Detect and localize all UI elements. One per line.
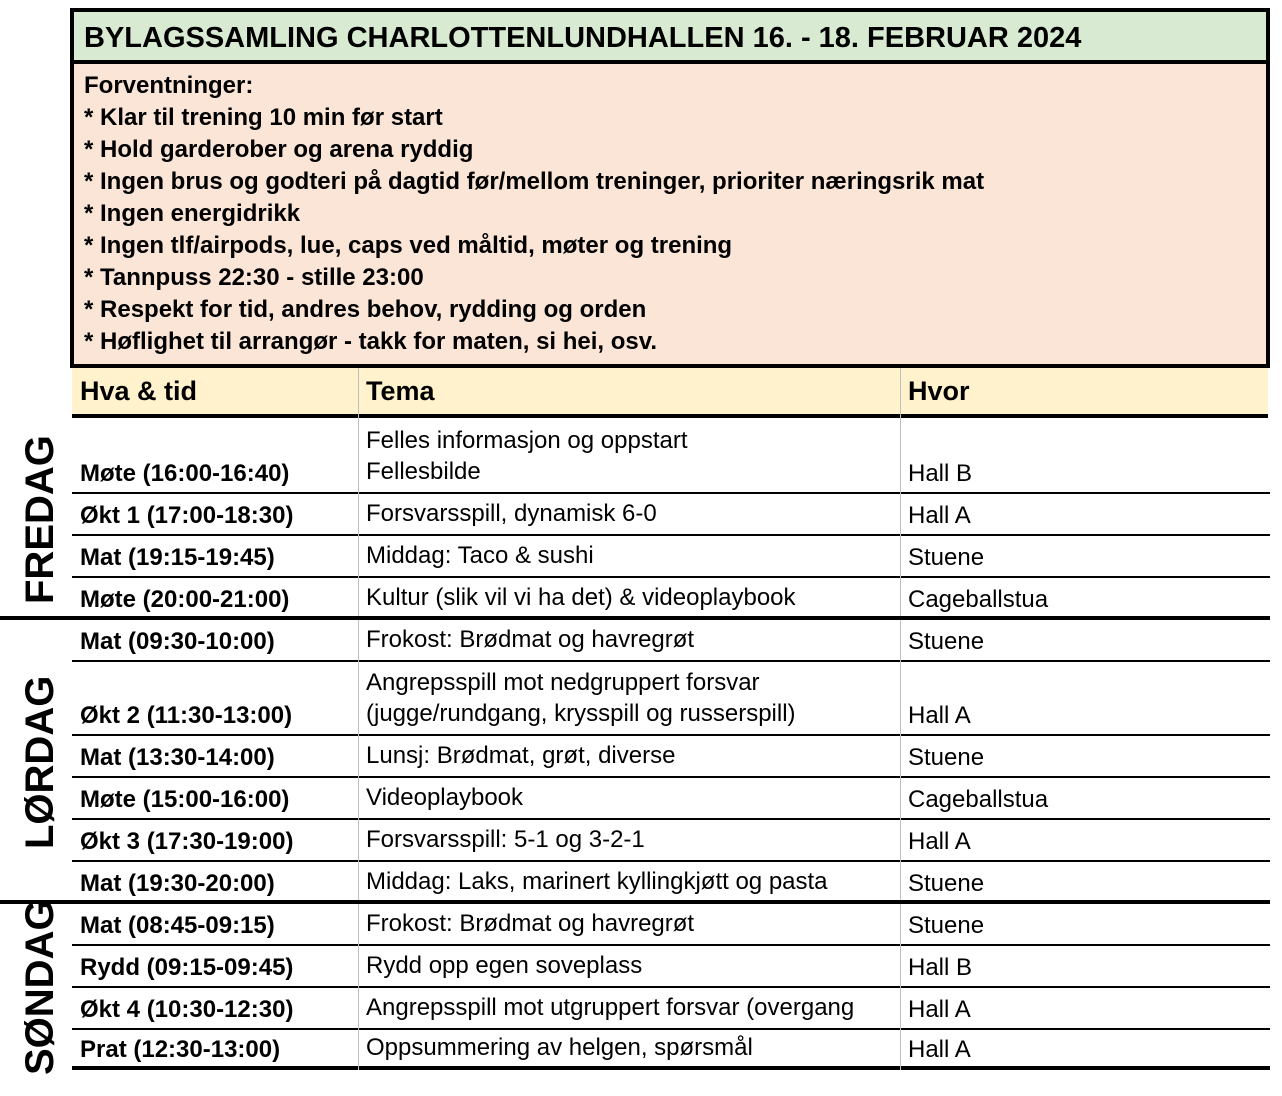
topic-line: Middag: Laks, marinert kyllingkjøtt og pasta: [366, 868, 828, 895]
table-row: [72, 946, 1270, 988]
table-row: [72, 418, 1270, 494]
activity-location: Stuene: [908, 744, 985, 771]
expectation-item: * Høflighet til arrangør - takk for maten, si hei, osv.: [84, 328, 657, 355]
table-row: [72, 778, 1270, 820]
topic-line: Fellesbilde: [366, 458, 481, 485]
activity-time: Mat (19:30-20:00): [80, 870, 275, 897]
activity-time: Økt 1 (17:00-18:30): [80, 502, 294, 529]
activity-topic: [366, 950, 898, 981]
activity-time: Økt 4 (10:30-12:30): [80, 996, 294, 1023]
expectation-item: * Ingen brus og godteri på dagtid før/mellom treninger, prioriter næringsrik mat: [84, 168, 985, 195]
day-label: FREDAG: [18, 434, 62, 604]
activity-topic: [366, 667, 898, 729]
activity-topic: [366, 908, 898, 939]
topic-line: Forsvarsspill: 5-1 og 3-2-1: [366, 826, 645, 853]
topic-line: Angrepsspill mot utgruppert forsvar (overgang: [366, 994, 855, 1021]
column-divider: [900, 368, 901, 1070]
expectation-item: * Respekt for tid, andres behov, rydding og orden: [84, 296, 647, 323]
day-separator: [0, 900, 1270, 904]
table-row: [72, 736, 1270, 778]
activity-location: Cageballstua: [908, 586, 1049, 613]
activity-location: Hall B: [908, 954, 973, 981]
activity-topic: [366, 540, 898, 571]
activity-topic: [366, 498, 898, 529]
table-row: [72, 662, 1270, 736]
topic-line: Kultur (slik vil vi ha det) & videoplaybook: [366, 584, 796, 611]
activity-location: Stuene: [908, 870, 985, 897]
activity-location: Stuene: [908, 628, 985, 655]
topic-line: Oppsummering av helgen, spørsmål: [366, 1034, 753, 1061]
activity-location: Stuene: [908, 912, 985, 939]
table-header: [72, 368, 1268, 418]
activity-topic: [366, 866, 898, 897]
day-separator: [0, 616, 1270, 620]
day-label: SØNDAG: [18, 899, 62, 1075]
topic-line: Felles informasjon og oppstart: [366, 427, 688, 454]
expectations-heading: Forventninger:: [84, 72, 254, 99]
expectation-item: * Ingen tlf/airpods, lue, caps ved måltid, møter og trening: [84, 232, 733, 259]
table-row: [72, 494, 1270, 536]
header-what: Hva & tid: [80, 376, 198, 406]
title-banner: [70, 8, 1270, 64]
column-divider: [358, 368, 359, 1070]
topic-line: Rydd opp egen soveplass: [366, 952, 643, 979]
expectation-item: * Klar til trening 10 min før start: [84, 104, 443, 131]
expectations-box: [70, 64, 1270, 368]
activity-topic: [366, 824, 898, 855]
activity-topic: [366, 740, 898, 771]
header-hvor: Hvor: [908, 376, 970, 406]
activity-time: Mat (19:15-19:45): [80, 544, 275, 571]
table-row: [72, 578, 1270, 620]
expectation-item: * Hold garderober og arena ryddig: [84, 136, 474, 163]
activity-topic: [366, 425, 898, 487]
topic-line: Frokost: Brødmat og havregrøt: [366, 910, 695, 937]
activity-topic: [366, 582, 898, 613]
activity-topic: [366, 782, 898, 813]
topic-line: Middag: Taco & sushi: [366, 542, 594, 569]
activity-time: Økt 2 (11:30-13:00): [80, 702, 293, 729]
activity-location: Hall B: [908, 460, 973, 487]
activity-topic: [366, 624, 898, 655]
day-label: LØRDAG: [18, 675, 62, 849]
activity-topic: [366, 1032, 898, 1063]
table-row: [72, 862, 1270, 904]
activity-time: Møte (15:00-16:00): [80, 786, 290, 813]
table-row: [72, 904, 1270, 946]
activity-time: Mat (08:45-09:15): [80, 912, 275, 939]
header-tema: Tema: [366, 376, 435, 406]
activity-location: Hall A: [908, 996, 971, 1023]
activity-time: Møte (20:00-21:00): [80, 586, 290, 613]
topic-line: (jugge/rundgang, krysspill og russerspill): [366, 700, 796, 727]
activity-topic: [366, 992, 898, 1023]
table-row: [72, 620, 1270, 662]
activity-location: Stuene: [908, 544, 985, 571]
table-row: [72, 820, 1270, 862]
page-title: BYLAGSSAMLING CHARLOTTENLUNDHALLEN 16. - 18. FEBRUAR 2024: [84, 22, 1082, 54]
activity-location: Cageballstua: [908, 786, 1049, 813]
topic-line: Angrepsspill mot nedgruppert forsvar: [366, 669, 760, 696]
table-row: [72, 988, 1270, 1030]
activity-location: Hall A: [908, 828, 971, 855]
expectation-item: * Ingen energidrikk: [84, 200, 301, 227]
topic-line: Frokost: Brødmat og havregrøt: [366, 626, 695, 653]
activity-location: Hall A: [908, 702, 971, 729]
activity-time: Økt 3 (17:30-19:00): [80, 828, 294, 855]
activity-time: Mat (13:30-14:00): [80, 744, 275, 771]
activity-time: Møte (16:00-16:40): [80, 460, 290, 487]
topic-line: Forsvarsspill, dynamisk 6-0: [366, 500, 657, 527]
activity-location: Hall A: [908, 502, 971, 529]
topic-line: Lunsj: Brødmat, grøt, diverse: [366, 742, 676, 769]
table-row: [72, 536, 1270, 578]
activity-time: Prat (12:30-13:00): [80, 1036, 281, 1063]
activity-location: Hall A: [908, 1036, 971, 1063]
activity-time: Mat (09:30-10:00): [80, 628, 275, 655]
activity-time: Rydd (09:15-09:45): [80, 954, 294, 981]
table-row: [72, 1030, 1270, 1070]
expectation-item: * Tannpuss 22:30 - stille 23:00: [84, 264, 424, 291]
topic-line: Videoplaybook: [366, 784, 524, 811]
